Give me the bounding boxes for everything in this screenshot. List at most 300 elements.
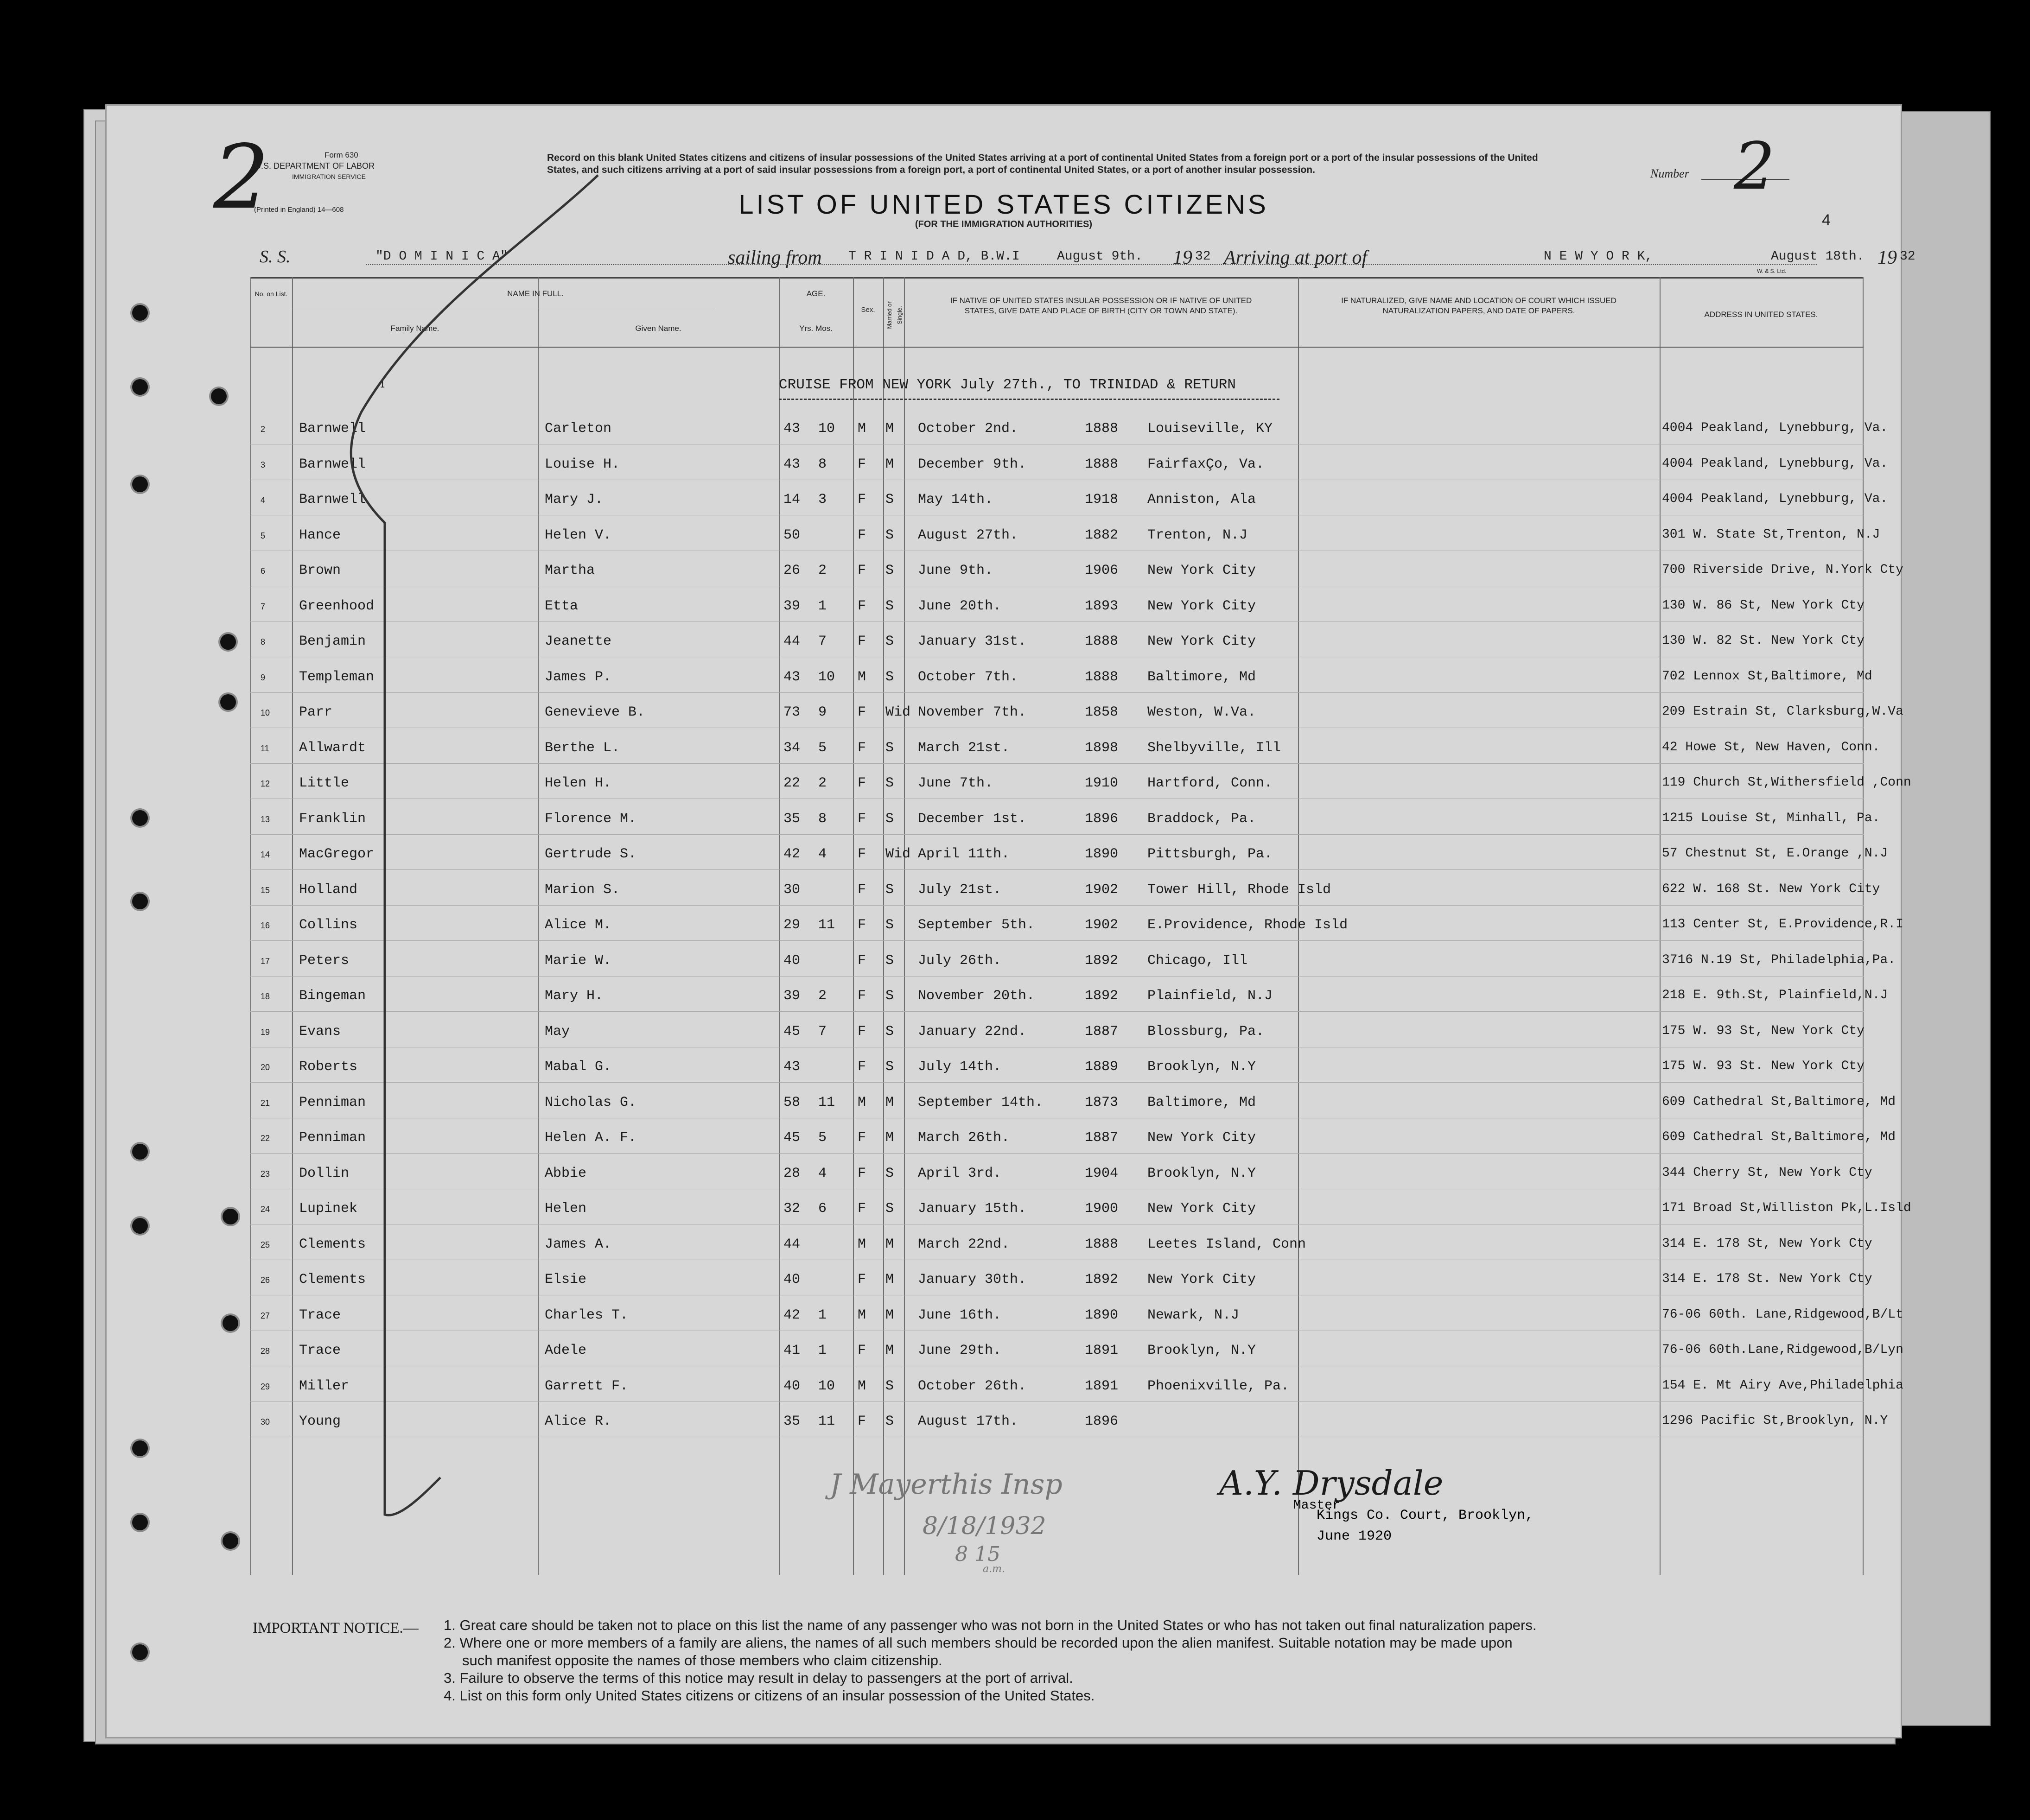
marital-status: M [885,1343,894,1358]
age-months: 8 [818,811,827,827]
notice-item-2-cont: such manifest opposite the names of those members who claim citizenship. [462,1652,942,1668]
age-years: 35 [783,1414,801,1429]
family-name: Franklin [299,811,366,827]
row-number: 10 [261,708,270,717]
binder-hole [132,810,148,826]
record-notice: Record on this blank United States citizens and citizens of insular possessions of the United States arriving at a port of continental United States from a foreign port or a port of the insular possessions of the United States, and such citizens arriving at a port of said insular possessions from a foreign port, a port of continental United States, or a port of another insular possession. [547,152,1538,175]
binder-hole [132,894,148,909]
birth-date: October 2nd. [918,421,1018,437]
col-header-name: NAME IN FULL. [507,289,564,298]
birth-date: June 20th. [918,598,1002,614]
birth-year: 1887 [1085,1023,1119,1040]
printer-mark: W. & S. Ltd. [1757,268,1787,274]
birth-year: 1887 [1085,1130,1119,1146]
birth-year: 1902 [1085,917,1119,933]
family-name: Trace [299,1343,341,1358]
form-number: Form 630 [325,151,358,159]
birth-year: 1890 [1085,1307,1119,1323]
departure-year: 32 [1195,249,1211,264]
page-title: LIST OF UNITED STATES CITIZENS [738,190,1269,220]
marital-status: M [885,1272,894,1287]
marital-status: S [885,917,894,933]
birth-place: Braddock, Pa. [1147,811,1256,827]
marital-status: M [885,456,894,472]
age-months: 1 [818,598,827,614]
row-number: 17 [261,956,270,966]
inspector-signature: J Mayerthis Insp [830,1468,1063,1501]
birth-place: Baltimore, Md [1147,669,1256,685]
marital-status: M [885,1094,894,1110]
inspector-date: 8/18/1932 [923,1512,1046,1540]
age-years: 40 [783,1272,801,1287]
birth-date: June 7th. [918,775,993,791]
sex: F [858,1414,866,1429]
binder-hole [132,305,148,321]
sex: F [858,527,866,543]
given-name: Elsie [545,1272,587,1287]
birth-place: Shelbyville, Ill [1147,740,1281,756]
row-number: 18 [261,992,270,1001]
birth-date: January 30th. [918,1272,1027,1287]
given-name: Louise H. [545,456,620,472]
notice-label: IMPORTANT NOTICE.— [253,1620,419,1636]
given-name: Helen V. [545,527,612,543]
naturalization-date: June 1920 [1317,1528,1392,1544]
family-name: MacGregor [299,846,375,862]
page-number: 4 [1822,211,1831,229]
address: 622 W. 168 St. New York City [1662,881,1880,896]
number-label: Number [1650,167,1689,180]
birth-place: Anniston, Ala [1147,492,1256,507]
birth-year: 1891 [1085,1378,1119,1394]
marital-status: S [885,634,894,649]
family-name: Bingeman [299,988,366,1004]
birth-place: Leetes Island, Conn [1147,1236,1306,1252]
sex: M [858,1236,866,1252]
address: 314 E. 178 St, New York Cty [1662,1236,1872,1251]
binder-hole [223,1209,238,1224]
address: 57 Chestnut St, E.Orange ,N.J [1662,846,1888,861]
row-number: 14 [261,850,270,859]
age-months: 11 [818,1414,835,1429]
birth-date: November 20th. [918,988,1035,1004]
marital-status: S [885,669,894,685]
age-years: 50 [783,527,801,543]
row-number: 29 [261,1382,270,1391]
address: 700 Riverside Drive, N.York Cty [1662,563,1903,577]
marital-status: M [885,421,894,437]
age-years: 45 [783,1023,801,1040]
birth-place: New York City [1147,1130,1256,1146]
binder-hole [132,1644,148,1660]
sex: F [858,1272,866,1287]
birth-year: 1893 [1085,598,1119,614]
row-number: 8 [261,637,266,647]
given-name: Gertrude S. [545,846,637,862]
birth-year: 1896 [1085,1414,1119,1429]
age-years: 40 [783,1378,801,1394]
given-name: Nicholas G. [545,1094,637,1110]
row-number: 5 [261,531,266,540]
binder-hole [220,634,236,650]
birth-year: 1888 [1085,634,1119,649]
address: 130 W. 82 St. New York Cty [1662,634,1865,648]
birth-place: New York City [1147,598,1256,614]
family-name: Dollin [299,1165,350,1181]
given-name: Helen H. [545,775,612,791]
birth-year: 1904 [1085,1165,1119,1181]
marital-status: S [885,492,894,507]
marital-status: S [885,1201,894,1217]
number-value: 2 [1734,129,1775,204]
family-name: Barnwell [299,456,366,472]
age-years: 14 [783,492,801,507]
row-number: 6 [261,566,266,576]
birth-date: January 15th. [918,1201,1027,1217]
row-number: 28 [261,1346,270,1356]
given-name: James P. [545,669,612,685]
age-months: 1 [818,1307,827,1323]
marital-status: S [885,1165,894,1181]
birth-date: January 31st. [918,634,1027,649]
given-name: Marie W. [545,952,612,969]
master-label: Master [1293,1498,1340,1513]
given-name: Alice M. [545,917,612,933]
family-name: Allwardt [299,740,366,756]
row-number: 30 [261,1417,270,1427]
birth-year: 1898 [1085,740,1119,756]
binder-hole [220,694,236,710]
binder-hole [211,388,227,404]
age-months: 5 [818,740,827,756]
birth-place: Blossburg, Pa. [1147,1023,1265,1040]
sex: F [858,1201,866,1217]
sex: F [858,917,866,933]
given-name: Abbie [545,1165,587,1181]
marital-status: S [885,1378,894,1394]
address: 76-06 60th.Lane,Ridgewood,B/Lyn [1662,1343,1903,1357]
family-name: Evans [299,1023,341,1040]
binder-hole [132,1218,148,1234]
address: 209 Estrain St, Clarksburg,W.Va [1662,704,1903,719]
age-years: 42 [783,846,801,862]
age-months: 3 [818,492,827,507]
birth-date: December 9th. [918,456,1027,472]
birth-place: New York City [1147,1272,1256,1287]
birth-date: July 14th. [918,1059,1002,1075]
marital-status: Wid [885,704,911,720]
family-name: Greenhood [299,598,375,614]
given-name: Mary J. [545,492,604,507]
birth-place: FairfaxÇo, Va. [1147,456,1265,472]
family-name: Roberts [299,1059,358,1075]
notice-item-2: 2. Where one or more members of a family are aliens, the names of all such members should be recorded upon the alien manifest. Suitable notation may be made upon [444,1635,1513,1651]
given-name: Adele [545,1343,587,1358]
address: 175 W. 93 St. New York Cty [1662,1059,1865,1073]
birth-place: Trenton, N.J [1147,527,1248,543]
age-months: 11 [818,917,835,933]
binder-hole [132,476,148,492]
age-months: 10 [818,421,835,437]
row-number: 21 [261,1098,270,1108]
sex: F [858,775,866,791]
age-months: 4 [818,846,827,862]
col-header-yrs-mos: Yrs. Mos. [799,324,833,333]
age-years: 43 [783,456,801,472]
birth-place: New York City [1147,1201,1256,1217]
address: 76-06 60th. Lane,Ridgewood,B/Lt [1662,1307,1903,1322]
birth-year: 1889 [1085,1059,1119,1075]
family-name: Holland [299,881,358,898]
binder-hole [223,1533,238,1549]
cruise-line: CRUISE FROM NEW YORK July 27th., TO TRINIDAD & RETURN [779,377,1236,393]
form-dept: U.S. DEPARTMENT OF LABOR [255,161,375,171]
family-name: Hance [299,527,341,543]
row-number: 20 [261,1063,270,1072]
arrival-date: August 18th. [1771,249,1865,264]
birth-year: 1873 [1085,1094,1119,1110]
address: 609 Cathedral St,Baltimore, Md [1662,1094,1896,1109]
sex: F [858,1165,866,1181]
notice-item-3: 3. Failure to observe the terms of this notice may result in delay to passengers at the port of arrival. [444,1670,1073,1686]
address: 218 E. 9th.St, Plainfield,N.J [1662,988,1888,1002]
age-years: 43 [783,669,801,685]
family-name: Templeman [299,669,375,685]
col-header-given: Given Name. [635,324,681,333]
col-header-married: Married or Single. [886,301,903,329]
birth-year: 1910 [1085,775,1119,791]
col-header-native: IF NATIVE OF UNITED STATES INSULAR POSSESSION OR IF NATIVE OF UNITED STATES, GIVE DATE AND PLACE OF BIRTH (CITY OR TOWN AND STATE). [950,296,1252,315]
address: 113 Center St, E.Providence,R.I [1662,917,1903,932]
col-header-no: No. on List. [255,290,288,298]
address: 175 W. 93 St, New York Cty [1662,1023,1865,1038]
binder-hole [132,379,148,395]
age-years: 35 [783,811,801,827]
birth-date: October 26th. [918,1378,1027,1394]
birth-date: June 29th. [918,1343,1002,1358]
row-number: 25 [261,1240,270,1249]
given-name: Mary H. [545,988,604,1004]
inspector-time: 8 15 [955,1542,1000,1566]
birth-year: 1882 [1085,527,1119,543]
birth-place: Weston, W.Va. [1147,704,1256,720]
row-number: 3 [261,460,266,469]
birth-place: New York City [1147,563,1256,578]
binder-hole [132,1440,148,1456]
address: 3716 N.19 St, Philadelphia,Pa. [1662,952,1896,967]
age-years: 44 [783,634,801,649]
row-number: 11 [261,743,269,753]
sex: F [858,1343,866,1358]
age-months: 7 [818,634,827,649]
given-name: Florence M. [545,811,637,827]
given-name: Charles T. [545,1307,629,1323]
col-header-age: AGE. [806,289,826,298]
family-name: Penniman [299,1094,366,1110]
marital-status: S [885,563,894,578]
sex: F [858,846,866,862]
family-name: Brown [299,563,341,578]
sex: F [858,492,866,507]
age-years: 34 [783,740,801,756]
given-name: Genevieve B. [545,704,645,720]
address: 702 Lennox St,Baltimore, Md [1662,669,1872,684]
age-months: 8 [818,456,827,472]
address: 119 Church St,Withersfield ,Conn [1662,775,1911,790]
form-printed: (Printed in England) 14—608 [254,206,344,214]
sex: F [858,740,866,756]
age-years: 32 [783,1201,801,1217]
family-name: Young [299,1414,341,1429]
naturalization-court: Kings Co. Court, Brooklyn, [1317,1508,1534,1523]
sex: F [858,811,866,827]
age-years: 41 [783,1343,801,1358]
age-months: 9 [818,704,827,720]
row-number: 9 [261,672,266,682]
given-name: Jeanette [545,634,612,649]
form-service: IMMIGRATION SERVICE [292,173,366,180]
given-name: Etta [545,598,579,614]
col-header-naturalized: IF NATURALIZED, GIVE NAME AND LOCATION OF COURT WHICH ISSUED NATURALIZATION PAPERS, AND DATE OF PAPERS. [1341,296,1616,315]
address: 609 Cathedral St,Baltimore, Md [1662,1130,1896,1144]
address: 171 Broad St,Williston Pk,L.Isld [1662,1201,1911,1215]
row-number: 4 [261,495,266,505]
family-name: Barnwell [299,492,366,507]
family-name: Parr [299,704,333,720]
birth-place: E.Providence, Rhode Isld [1147,917,1348,933]
birth-date: October 7th. [918,669,1018,685]
birth-date: May 14th. [918,492,993,507]
marital-status: S [885,1059,894,1075]
marital-status: S [885,952,894,969]
inspector-ampm: a.m. [983,1563,1005,1575]
sex: F [858,881,866,898]
age-months: 1 [818,1343,827,1358]
birth-date: April 11th. [918,846,1010,862]
age-years: 58 [783,1094,801,1110]
age-months: 4 [818,1165,827,1181]
age-months: 2 [818,775,827,791]
sex: F [858,988,866,1004]
given-name: Helen A. F. [545,1130,637,1146]
birth-date: July 21st. [918,881,1002,898]
birth-date: September 14th. [918,1094,1044,1110]
given-name: Berthe L. [545,740,620,756]
address: 314 E. 178 St. New York Cty [1662,1272,1872,1286]
birth-place: Brooklyn, N.Y [1147,1343,1256,1358]
age-years: 22 [783,775,801,791]
sex: F [858,563,866,578]
row-number: 7 [261,602,266,611]
birth-year: 1900 [1085,1201,1119,1217]
age-years: 39 [783,988,801,1004]
family-name: Peters [299,952,350,969]
family-name: Penniman [299,1130,366,1146]
given-name: Mabal G. [545,1059,612,1075]
family-name: Lupinek [299,1201,358,1217]
marital-status: S [885,1023,894,1040]
birth-date: September 5th. [918,917,1035,933]
age-years: 43 [783,1059,801,1075]
birth-year: 1891 [1085,1343,1119,1358]
age-months: 7 [818,1023,827,1040]
family-name: Miller [299,1378,350,1394]
birth-date: August 17th. [918,1414,1018,1429]
ss-label: S. S. [260,247,291,266]
birth-place: New York City [1147,634,1256,649]
birth-place: Pittsburgh, Pa. [1147,846,1273,862]
birth-place: Louiseville, KY [1147,421,1273,437]
notice-item-1: 1. Great care should be taken not to place on this list the name of any passenger who was not born in the United States or who has not taken out final naturalization papers. [444,1617,1537,1633]
birth-year: 1906 [1085,563,1119,578]
birth-place: Brooklyn, N.Y [1147,1059,1256,1075]
birth-year: 1902 [1085,881,1119,898]
arrival-year: 32 [1900,249,1915,264]
age-years: 45 [783,1130,801,1146]
col-header-sex: Sex. [861,306,875,314]
marital-status: S [885,598,894,614]
given-name: Carleton [545,421,612,437]
age-years: 29 [783,917,801,933]
given-name: Alice R. [545,1414,612,1429]
birth-year: 1890 [1085,846,1119,862]
row-number: 27 [261,1311,270,1320]
row-number: 12 [261,779,270,788]
master-signature: A.Y. Drysdale [1219,1464,1444,1503]
sex: M [858,1094,866,1110]
sex: M [858,421,866,437]
birth-date: January 22nd. [918,1023,1027,1040]
marital-status: S [885,1414,894,1429]
sex: F [858,456,866,472]
address: 1215 Louise St, Minhall, Pa. [1662,811,1880,825]
family-name: Clements [299,1272,366,1287]
given-name: James A. [545,1236,612,1252]
notice-item-4: 4. List on this form only United States citizens or citizens of an insular possession of the United States. [444,1687,1095,1704]
birth-year: 1892 [1085,1272,1119,1287]
row-number: 26 [261,1275,270,1285]
given-name: Martha [545,563,595,578]
family-name: Benjamin [299,634,366,649]
sex: F [858,1023,866,1040]
birth-date: March 26th. [918,1130,1010,1146]
row-number: 15 [261,885,270,895]
age-years: 39 [783,598,801,614]
age-months: 2 [818,988,827,1004]
sex: F [858,1130,866,1146]
age-months: 10 [818,669,835,685]
marital-status: S [885,740,894,756]
birth-place: Tower Hill, Rhode Isld [1147,881,1331,898]
sex: F [858,1059,866,1075]
row-number: 24 [261,1205,270,1214]
birth-year: 1888 [1085,669,1119,685]
marital-status: M [885,1130,894,1146]
address: 4004 Peakland, Lynebburg, Va. [1662,421,1888,435]
departure-date: August 9th. [1057,249,1143,264]
family-name: Clements [299,1236,366,1252]
marital-status: S [885,881,894,898]
address: 301 W. State St,Trenton, N.J [1662,527,1880,542]
arrival-port: N E W Y O R K, [1544,249,1653,264]
birth-date: April 3rd. [918,1165,1002,1181]
family-name: Trace [299,1307,341,1323]
page-subtitle: (FOR THE IMMIGRATION AUTHORITIES) [915,219,1093,229]
age-years: 73 [783,704,801,720]
address: 4004 Peakland, Lynebburg, Va. [1662,492,1888,506]
birth-year: 1896 [1085,811,1119,827]
given-name: Garrett F. [545,1378,629,1394]
